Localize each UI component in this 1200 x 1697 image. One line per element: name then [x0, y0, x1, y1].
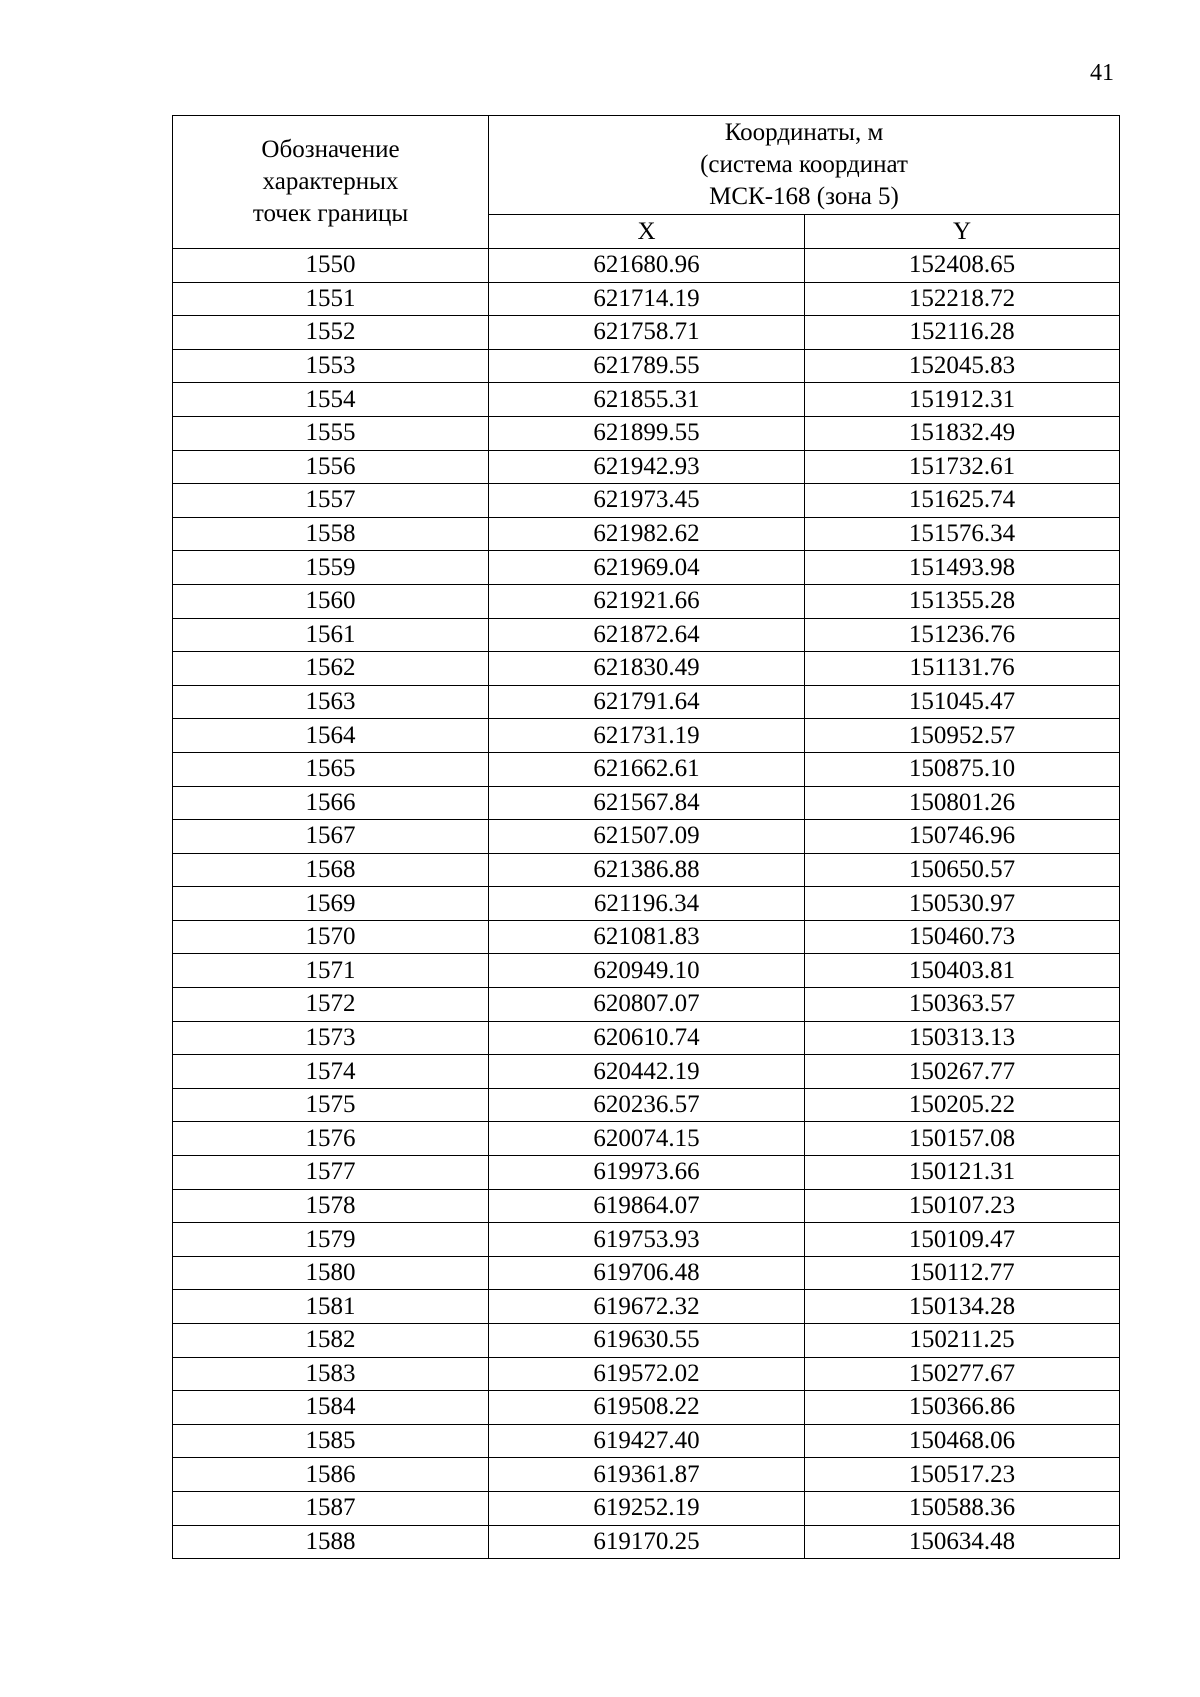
table-row	[173, 1324, 1120, 1358]
point-id-cell: 1585	[173, 1424, 489, 1458]
point-id-cell: 1563	[173, 685, 489, 719]
table-row	[173, 1424, 1120, 1458]
x-coordinate-cell: 621872.64	[489, 618, 805, 652]
point-id-cell: 1576	[173, 1122, 489, 1156]
y-coordinate-cell: 150109.47	[805, 1223, 1120, 1257]
table-row	[173, 316, 1120, 350]
y-coordinate-cell: 151236.76	[805, 618, 1120, 652]
table-row	[173, 1525, 1120, 1559]
x-coordinate-cell: 621567.84	[489, 786, 805, 820]
table-row	[173, 249, 1120, 283]
point-id-cell: 1556	[173, 450, 489, 484]
y-coordinate-cell: 150267.77	[805, 1055, 1120, 1089]
y-coordinate-cell: 151912.31	[805, 383, 1120, 417]
y-coordinate-cell: 150112.77	[805, 1256, 1120, 1290]
y-coordinate-cell: 151045.47	[805, 685, 1120, 719]
y-coordinate-cell: 150211.25	[805, 1324, 1120, 1358]
point-id-cell: 1557	[173, 484, 489, 518]
point-id-cell: 1566	[173, 786, 489, 820]
y-coordinate-cell: 151355.28	[805, 584, 1120, 618]
x-coordinate-cell: 621973.45	[489, 484, 805, 518]
x-coordinate-cell: 621969.04	[489, 551, 805, 585]
point-id-cell: 1573	[173, 1021, 489, 1055]
page-number: 41	[1090, 60, 1114, 86]
header-coords-line: Координаты, м	[724, 119, 884, 146]
point-id-cell: 1554	[173, 383, 489, 417]
x-coordinate-cell: 619753.93	[489, 1223, 805, 1257]
table-row	[173, 920, 1120, 954]
y-coordinate-cell: 150801.26	[805, 786, 1120, 820]
x-coordinate-cell: 621680.96	[489, 249, 805, 283]
y-coordinate-cell: 150634.48	[805, 1525, 1120, 1559]
table-row	[173, 1088, 1120, 1122]
table-row	[173, 820, 1120, 854]
table-row	[173, 349, 1120, 383]
y-coordinate-cell: 150588.36	[805, 1491, 1120, 1525]
header-coords-line: МСК-168 (зона 5)	[709, 183, 899, 210]
x-coordinate-cell: 621507.09	[489, 820, 805, 854]
table-row	[173, 1391, 1120, 1425]
y-coordinate-cell: 150313.13	[805, 1021, 1120, 1055]
x-coordinate-cell: 619427.40	[489, 1424, 805, 1458]
x-coordinate-cell: 620807.07	[489, 988, 805, 1022]
header-point-line: Обозначение	[261, 136, 400, 163]
table-row	[173, 1491, 1120, 1525]
x-coordinate-cell: 621855.31	[489, 383, 805, 417]
point-id-cell: 1578	[173, 1189, 489, 1223]
header-y: Y	[805, 215, 1120, 249]
table-row	[173, 450, 1120, 484]
table-row	[173, 685, 1120, 719]
point-id-cell: 1552	[173, 316, 489, 350]
y-coordinate-cell: 152045.83	[805, 349, 1120, 383]
table-body	[173, 249, 1120, 1559]
y-coordinate-cell: 151131.76	[805, 652, 1120, 686]
point-id-cell: 1564	[173, 719, 489, 753]
x-coordinate-cell: 619672.32	[489, 1290, 805, 1324]
y-coordinate-cell: 150952.57	[805, 719, 1120, 753]
y-coordinate-cell: 151732.61	[805, 450, 1120, 484]
x-coordinate-cell: 621789.55	[489, 349, 805, 383]
table-row	[173, 584, 1120, 618]
table-row	[173, 484, 1120, 518]
x-coordinate-cell: 621386.88	[489, 853, 805, 887]
point-id-cell: 1582	[173, 1324, 489, 1358]
table-row	[173, 1156, 1120, 1190]
header-coordinates	[489, 116, 1120, 215]
table-row	[173, 416, 1120, 450]
table-row	[173, 383, 1120, 417]
table-row	[173, 1357, 1120, 1391]
table-row	[173, 954, 1120, 988]
y-coordinate-cell: 150277.67	[805, 1357, 1120, 1391]
point-id-cell: 1561	[173, 618, 489, 652]
point-id-cell: 1565	[173, 752, 489, 786]
x-coordinate-cell: 620610.74	[489, 1021, 805, 1055]
x-coordinate-cell: 619252.19	[489, 1491, 805, 1525]
x-coordinate-cell: 619572.02	[489, 1357, 805, 1391]
x-coordinate-cell: 621731.19	[489, 719, 805, 753]
table-row	[173, 1055, 1120, 1089]
point-id-cell: 1588	[173, 1525, 489, 1559]
x-coordinate-cell: 619864.07	[489, 1189, 805, 1223]
header-row-top	[173, 116, 1120, 215]
point-id-cell: 1558	[173, 517, 489, 551]
point-id-cell: 1586	[173, 1458, 489, 1492]
y-coordinate-cell: 152408.65	[805, 249, 1120, 283]
x-coordinate-cell: 620442.19	[489, 1055, 805, 1089]
point-id-cell: 1562	[173, 652, 489, 686]
x-coordinate-cell: 619170.25	[489, 1525, 805, 1559]
point-id-cell: 1555	[173, 416, 489, 450]
table-row	[173, 853, 1120, 887]
table-row	[173, 551, 1120, 585]
x-coordinate-cell: 619361.87	[489, 1458, 805, 1492]
y-coordinate-cell: 152218.72	[805, 282, 1120, 316]
y-coordinate-cell: 150366.86	[805, 1391, 1120, 1425]
x-coordinate-cell: 621899.55	[489, 416, 805, 450]
table-row	[173, 887, 1120, 921]
x-coordinate-cell: 620074.15	[489, 1122, 805, 1156]
table-row	[173, 1256, 1120, 1290]
x-coordinate-cell: 621830.49	[489, 652, 805, 686]
point-id-cell: 1553	[173, 349, 489, 383]
y-coordinate-cell: 150650.57	[805, 853, 1120, 887]
point-id-cell: 1570	[173, 920, 489, 954]
x-coordinate-cell: 621921.66	[489, 584, 805, 618]
point-id-cell: 1572	[173, 988, 489, 1022]
y-coordinate-cell: 150875.10	[805, 752, 1120, 786]
point-id-cell: 1568	[173, 853, 489, 887]
point-id-cell: 1575	[173, 1088, 489, 1122]
x-coordinate-cell: 619973.66	[489, 1156, 805, 1190]
x-coordinate-cell: 621081.83	[489, 920, 805, 954]
point-id-cell: 1569	[173, 887, 489, 921]
x-coordinate-cell: 619508.22	[489, 1391, 805, 1425]
y-coordinate-cell: 150205.22	[805, 1088, 1120, 1122]
point-id-cell: 1571	[173, 954, 489, 988]
y-coordinate-cell: 150746.96	[805, 820, 1120, 854]
y-coordinate-cell: 151625.74	[805, 484, 1120, 518]
point-id-cell: 1577	[173, 1156, 489, 1190]
header-coords-line: (система координат	[700, 151, 908, 178]
table-row	[173, 517, 1120, 551]
y-coordinate-cell: 150157.08	[805, 1122, 1120, 1156]
y-coordinate-cell: 150530.97	[805, 887, 1120, 921]
point-id-cell: 1567	[173, 820, 489, 854]
coordinates-table	[172, 115, 1120, 1559]
x-coordinate-cell: 621942.93	[489, 450, 805, 484]
point-id-cell: 1550	[173, 249, 489, 283]
y-coordinate-cell: 150403.81	[805, 954, 1120, 988]
y-coordinate-cell: 151576.34	[805, 517, 1120, 551]
table-row	[173, 988, 1120, 1022]
table-row	[173, 282, 1120, 316]
table-row	[173, 652, 1120, 686]
table-row	[173, 1021, 1120, 1055]
y-coordinate-cell: 151493.98	[805, 551, 1120, 585]
table-row	[173, 618, 1120, 652]
x-coordinate-cell: 619706.48	[489, 1256, 805, 1290]
x-coordinate-cell: 620949.10	[489, 954, 805, 988]
point-id-cell: 1584	[173, 1391, 489, 1425]
x-coordinate-cell: 621662.61	[489, 752, 805, 786]
point-id-cell: 1551	[173, 282, 489, 316]
x-coordinate-cell: 620236.57	[489, 1088, 805, 1122]
table-row	[173, 1189, 1120, 1223]
table-row	[173, 752, 1120, 786]
y-coordinate-cell: 150460.73	[805, 920, 1120, 954]
y-coordinate-cell: 151832.49	[805, 416, 1120, 450]
y-coordinate-cell: 152116.28	[805, 316, 1120, 350]
x-coordinate-cell: 621791.64	[489, 685, 805, 719]
table-row	[173, 786, 1120, 820]
y-coordinate-cell: 150363.57	[805, 988, 1120, 1022]
table-row	[173, 1458, 1120, 1492]
header-point-designation	[173, 116, 489, 249]
point-id-cell: 1560	[173, 584, 489, 618]
y-coordinate-cell: 150468.06	[805, 1424, 1120, 1458]
y-coordinate-cell: 150107.23	[805, 1189, 1120, 1223]
x-coordinate-cell: 621758.71	[489, 316, 805, 350]
header-point-line: характерных	[262, 168, 399, 195]
table-header	[173, 116, 1120, 249]
point-id-cell: 1559	[173, 551, 489, 585]
y-coordinate-cell: 150517.23	[805, 1458, 1120, 1492]
x-coordinate-cell: 621714.19	[489, 282, 805, 316]
table-row	[173, 1290, 1120, 1324]
y-coordinate-cell: 150134.28	[805, 1290, 1120, 1324]
point-id-cell: 1587	[173, 1491, 489, 1525]
x-coordinate-cell: 619630.55	[489, 1324, 805, 1358]
header-point-line: точек границы	[252, 200, 409, 227]
point-id-cell: 1583	[173, 1357, 489, 1391]
x-coordinate-cell: 621982.62	[489, 517, 805, 551]
point-id-cell: 1574	[173, 1055, 489, 1089]
point-id-cell: 1580	[173, 1256, 489, 1290]
point-id-cell: 1579	[173, 1223, 489, 1257]
x-coordinate-cell: 621196.34	[489, 887, 805, 921]
y-coordinate-cell: 150121.31	[805, 1156, 1120, 1190]
point-id-cell: 1581	[173, 1290, 489, 1324]
header-x: X	[489, 215, 805, 249]
table-row	[173, 1122, 1120, 1156]
table-row	[173, 1223, 1120, 1257]
table-row	[173, 719, 1120, 753]
